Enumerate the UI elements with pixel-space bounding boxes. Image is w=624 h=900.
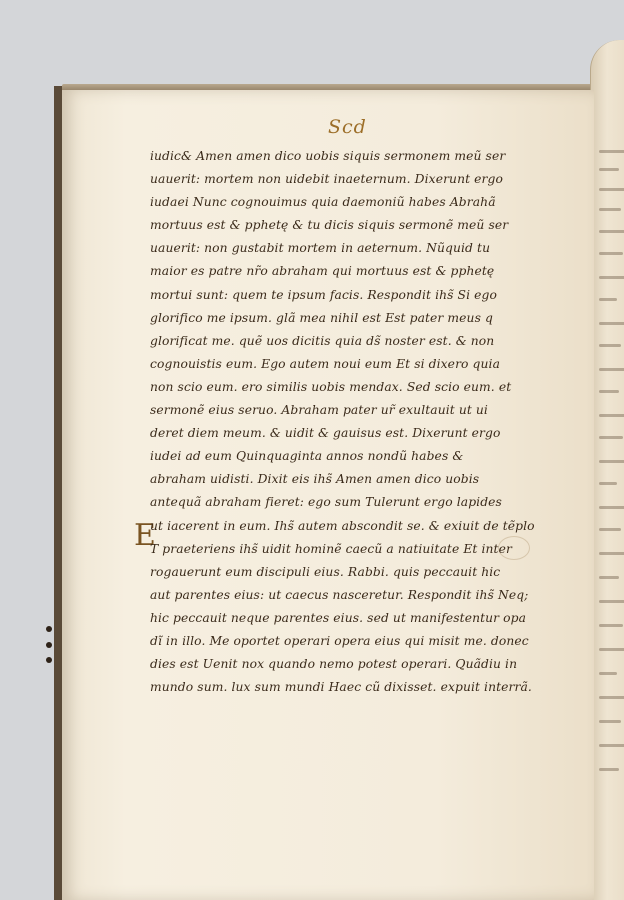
text-block: [150, 145, 550, 699]
text-line: deret diem meum. & uidit & gauisus est. Dixerunt ergo: [150, 426, 501, 441]
text-line: non scio eum. ero similis uobis mendax. Sed scio eum. et: [150, 379, 512, 394]
text-line: iudic& Amen amen dico uobis siquis sermonem meũ ser: [150, 149, 506, 163]
text-line: T praeteriens ihs̃ uidit hominẽ caecũ a natiuitate Et inter: [150, 541, 512, 556]
facing-page: [590, 40, 624, 900]
text-line: ut iacerent in eum. Ihs̃ autem abscondit se. & exiuit de tẽplo: [150, 518, 535, 533]
text-line: glorifico me ipsum. glã mea nihil est Est pater meus q: [150, 310, 493, 325]
text-line: iudaei Nunc cognouimus quia daemoniũ habes Abrahã: [150, 195, 496, 210]
text-line: rogauerunt eum discipuli eius. Rabbi. quis peccauit hic: [150, 564, 501, 579]
text-line: mortuus est & pphetę & tu dicis siquis sermonẽ meũ ser: [150, 218, 509, 233]
text-line: aut parentes eius: ut caecus nasceretur. Respondit ihs̃ Neq;: [150, 587, 529, 602]
text-line: abraham uidisti. Dixit eis ihs̃ Amen amen dico uobis: [150, 472, 480, 487]
text-line: antequã abraham fieret: ego sum Tulerunt ergo lapides: [150, 495, 502, 510]
text-line: hic peccauit neque parentes eius. sed ut manifestentur opa: [150, 610, 527, 625]
text-line: cognouistis eum. Ego autem noui eum Et si dixero quia: [150, 356, 501, 371]
binding-stitch: [46, 626, 52, 632]
text-line: maior es patre nr̃o abraham qui mortuus est & pphetę: [150, 264, 495, 279]
text-line: iudei ad eum Quinquaginta annos nondũ habes &: [150, 449, 464, 464]
binding-stitch: [46, 657, 52, 663]
text-line: mundo sum. lux sum mundi Haec cũ dixisset. expuit interrã.: [150, 680, 532, 695]
text-line: uauerit: non gustabit mortem in aeternum. Nũquid tu: [150, 241, 491, 256]
decorated-initial: E: [134, 518, 156, 553]
text-line: uauerit: mortem non uidebit inaeternum. Dixerunt ergo: [150, 172, 503, 187]
binding-stitch: [46, 642, 52, 648]
text-line: sermonẽ eius seruo. Abraham pater ur̃ exultauit ut ui: [150, 403, 488, 418]
text-line: glorificat me. quẽ uos dicitis quia ds̃ noster est. & non: [150, 333, 495, 348]
text-line: dies est Uenit nox quando nemo potest operari. Quãdiu in: [150, 657, 518, 672]
text-line: mortui sunt: quem te ipsum facis. Respondit ihs̃ Si ego: [150, 287, 497, 302]
text-line: dĩ in illo. Me oportet operari opera eius qui misit me. donec: [150, 633, 529, 648]
running-head: Scd: [328, 116, 367, 138]
